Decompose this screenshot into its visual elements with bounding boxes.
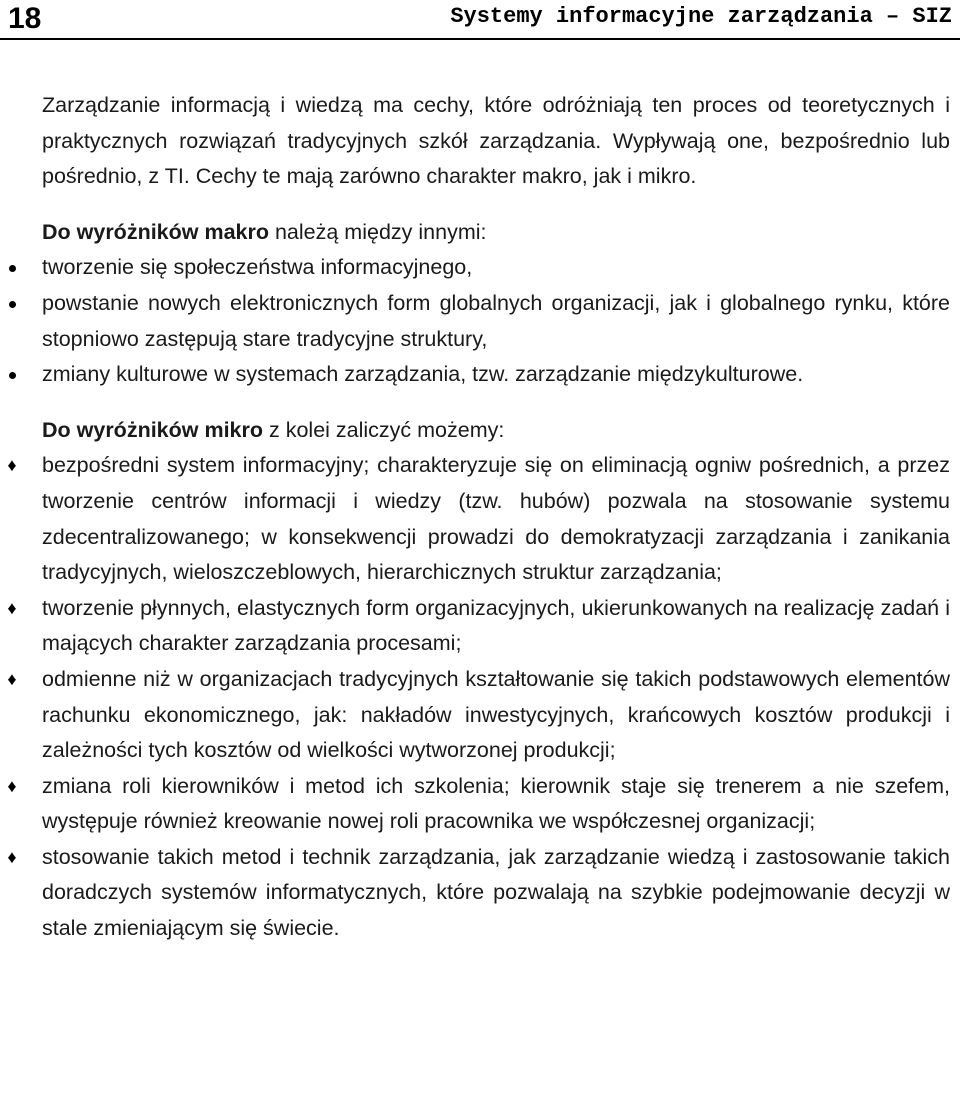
list-item-text: odmienne niż w organizacjach tradycyjnych kształtowanie się takich podstawowych elementów rachunku ekonomicznego, jak: nakładów inwestycyjnych, krańcowych kosztów produkcji i zależności tych kosztów od wielkości wytworzonej produkcji; bbox=[42, 666, 950, 763]
list-item bbox=[7, 769, 950, 840]
list-item-text: tworzenie się społeczeństwa informacyjnego, bbox=[42, 255, 473, 280]
list-item bbox=[32, 286, 950, 357]
list-item-text: tworzenie płynnych, elastycznych form organizacyjnych, ukierunkowanych na realizację zadań i mających charakter zarządzania procesami; bbox=[42, 595, 950, 656]
makro-lead-bold: Do wyróżników makro bbox=[42, 219, 269, 244]
mikro-list bbox=[7, 448, 950, 946]
page-header bbox=[0, 0, 960, 40]
list-item-text: zmiana roli kierowników i metod ich szkolenia; kierownik staje się trenerem a nie szefem, występuje również kreowanie nowej roli pracownika we współczesnej organizacji; bbox=[42, 773, 950, 834]
bullet-diamond-icon: ♦ bbox=[7, 846, 17, 867]
list-item bbox=[7, 662, 950, 769]
list-item bbox=[7, 591, 950, 662]
mikro-lead-bold: Do wyróżników mikro bbox=[42, 417, 264, 442]
intro-paragraph: Zarządzanie informacją i wiedzą ma cechy, które odróżniają ten proces od teoretycznych i praktycznych rozwiązań tradycyjnych szkół zarządzania. Wypływają one, bezpośrednio lub pośrednio, z TI. Cechy te mają zarówno charakter makro, jak i mikro. bbox=[42, 93, 950, 189]
bullet-diamond-icon: ♦ bbox=[7, 597, 17, 618]
bullet-diamond-icon: ♦ bbox=[7, 455, 17, 476]
makro-lead bbox=[32, 215, 950, 251]
list-item-text: stosowanie takich metod i technik zarządzania, jak zarządzanie wiedzą i zastosowanie takich doradczych systemów informatycznych, które pozwalają na szybkie podejmowanie decyzji w stale zmieniającym się świecie. bbox=[42, 844, 950, 941]
bullet-diamond-icon: ♦ bbox=[7, 775, 17, 796]
bullet-dot-icon bbox=[4, 357, 20, 393]
list-item-text: powstanie nowych elektronicznych form globalnych organizacji, jak i globalnego rynku, które stopniowo zastępują stare tradycyjne struktury, bbox=[42, 290, 950, 351]
mikro-lead bbox=[32, 413, 950, 449]
list-item bbox=[32, 250, 950, 286]
list-item bbox=[7, 448, 950, 590]
bullet-dot-icon bbox=[4, 250, 20, 286]
page-number: 18 bbox=[8, 2, 42, 35]
makro-lead-rest: należą między innymi: bbox=[269, 219, 487, 244]
list-item bbox=[32, 357, 950, 393]
list-item-text: zmiany kulturowe w systemach zarządzania, tzw. zarządzanie międzykulturowe. bbox=[42, 362, 804, 387]
bullet-dot-icon bbox=[4, 286, 20, 322]
running-title: Systemy informacyjne zarządzania – SIZ bbox=[450, 4, 952, 29]
list-item bbox=[7, 840, 950, 947]
bullet-diamond-icon: ♦ bbox=[7, 668, 17, 689]
page-content bbox=[7, 88, 950, 947]
makro-list bbox=[32, 250, 950, 392]
mikro-lead-rest: z kolei zaliczyć możemy: bbox=[263, 417, 505, 442]
list-item-text: bezpośredni system informacyjny; charakteryzuje się on eliminacją ogniw pośrednich, a przez tworzenie centrów informacji i wiedzy (tzw. hubów) pozwala na stosowanie systemu zdecentralizowanego; w konsekwencji prowadzi do demokratyzacji zarządzania i zanikania tradycyjnych, wieloszczeblowych, hierarchicznych struktur zarządzania; bbox=[42, 453, 950, 585]
